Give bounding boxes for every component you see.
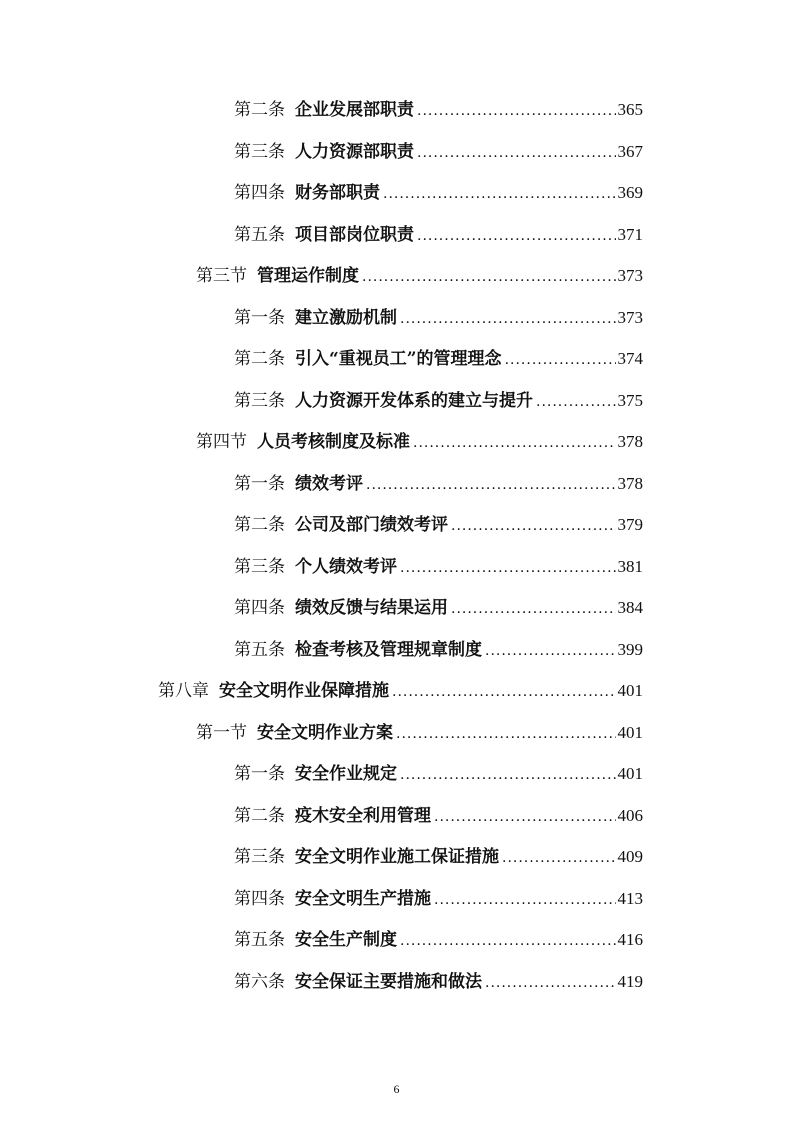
toc-entry[interactable] bbox=[234, 346, 643, 372]
toc-dot-leader bbox=[536, 389, 616, 415]
toc-entry[interactable] bbox=[234, 803, 643, 829]
toc-entry-label: 第三节 bbox=[196, 266, 247, 286]
toc-entry[interactable] bbox=[234, 554, 643, 580]
toc-entry-page: 369 bbox=[617, 183, 643, 202]
toc-entry[interactable] bbox=[234, 637, 643, 663]
toc-dot-leader bbox=[392, 679, 616, 705]
toc-entry-label: 第一节 bbox=[196, 723, 247, 743]
toc-entry-label: 第一条 bbox=[234, 308, 285, 328]
toc-entry-label: 第四条 bbox=[234, 183, 285, 203]
toc-entry-label: 第八章 bbox=[158, 681, 209, 701]
toc-entry-label: 第三条 bbox=[234, 847, 285, 867]
toc-entry-label: 第六条 bbox=[234, 972, 285, 992]
toc-entry-title: 安全文明作业施工保证措施 bbox=[295, 847, 499, 867]
toc-entry-title: 个人绩效考评 bbox=[295, 557, 397, 577]
toc-entry-title: 疫木安全利用管理 bbox=[295, 806, 431, 826]
toc-dot-leader bbox=[383, 181, 616, 207]
toc-entry-label: 第四条 bbox=[234, 598, 285, 618]
toc-entry-label: 第二条 bbox=[234, 515, 285, 535]
toc-entry[interactable] bbox=[234, 471, 643, 497]
toc-entry-page: 399 bbox=[617, 640, 643, 659]
toc-entry-page: 379 bbox=[617, 515, 643, 534]
toc-entry-title: 人员考核制度及标准 bbox=[257, 432, 410, 452]
toc-dot-leader bbox=[400, 555, 616, 581]
toc-entry-label: 第四条 bbox=[234, 889, 285, 909]
toc-entry-label: 第一条 bbox=[234, 474, 285, 494]
toc-entry[interactable] bbox=[234, 969, 643, 995]
toc-dot-leader bbox=[396, 721, 616, 747]
toc-entry-label: 第一条 bbox=[234, 764, 285, 784]
toc-entry-page: 367 bbox=[617, 142, 643, 161]
toc-entry-page: 374 bbox=[617, 349, 643, 368]
toc-entry[interactable] bbox=[234, 222, 643, 248]
toc-entry[interactable] bbox=[234, 512, 643, 538]
toc-entry-page: 381 bbox=[617, 557, 643, 576]
toc-entry[interactable] bbox=[158, 678, 643, 704]
toc-entry[interactable] bbox=[234, 139, 643, 165]
toc-entry-label: 第三条 bbox=[234, 142, 285, 162]
toc-entry-page: 406 bbox=[617, 806, 643, 825]
toc-entry-page: 401 bbox=[617, 764, 643, 783]
toc-entry-page: 409 bbox=[617, 847, 643, 866]
toc-entry[interactable] bbox=[234, 97, 643, 123]
toc-entry-page: 401 bbox=[617, 723, 643, 742]
toc-entry-page: 373 bbox=[617, 266, 643, 285]
toc-entry[interactable] bbox=[234, 886, 643, 912]
toc-entry-label: 第二条 bbox=[234, 100, 285, 120]
toc-entry[interactable] bbox=[234, 927, 643, 953]
toc-dot-leader bbox=[417, 140, 616, 166]
toc-entry-label: 第五条 bbox=[234, 225, 285, 245]
toc-entry-label: 第五条 bbox=[234, 640, 285, 660]
toc-entry-label: 第五条 bbox=[234, 930, 285, 950]
toc-dot-leader bbox=[502, 845, 616, 871]
toc-entry-page: 365 bbox=[617, 100, 643, 119]
toc-entry-title: 安全作业规定 bbox=[295, 764, 397, 784]
toc-entry-page: 401 bbox=[617, 681, 643, 700]
toc-dot-leader bbox=[400, 762, 616, 788]
toc-dot-leader bbox=[413, 430, 616, 456]
toc-dot-leader bbox=[451, 513, 616, 539]
toc-entry-page: 378 bbox=[617, 474, 643, 493]
toc-dot-leader bbox=[400, 928, 616, 954]
toc-entry-page: 378 bbox=[617, 432, 643, 451]
toc-entry[interactable] bbox=[234, 305, 643, 331]
toc-entry[interactable] bbox=[234, 180, 643, 206]
toc-entry[interactable] bbox=[196, 720, 643, 746]
toc-dot-leader bbox=[451, 596, 616, 622]
toc-entry-label: 第三条 bbox=[234, 391, 285, 411]
toc-entry-title: 项目部岗位职责 bbox=[295, 225, 414, 245]
toc-entry-label: 第三条 bbox=[234, 557, 285, 577]
toc-entry-label: 第二条 bbox=[234, 349, 285, 369]
toc-entry[interactable] bbox=[234, 595, 643, 621]
toc-dot-leader bbox=[485, 638, 616, 664]
toc-entry-page: 373 bbox=[617, 308, 643, 327]
toc-dot-leader bbox=[417, 98, 616, 124]
toc-entry-title: 安全文明作业保障措施 bbox=[219, 681, 389, 701]
toc-entry-title: 公司及部门绩效考评 bbox=[295, 515, 448, 535]
toc-entry[interactable] bbox=[196, 263, 643, 289]
toc-entry-page: 375 bbox=[617, 391, 643, 410]
toc-dot-leader bbox=[434, 887, 616, 913]
toc-entry-title: 绩效考评 bbox=[295, 474, 363, 494]
toc-entry-title: 企业发展部职责 bbox=[295, 100, 414, 120]
toc-entry-page: 413 bbox=[617, 889, 643, 908]
toc-dot-leader bbox=[417, 223, 616, 249]
toc-entry[interactable] bbox=[196, 429, 643, 455]
toc-entry[interactable] bbox=[234, 388, 643, 414]
toc-entry-page: 371 bbox=[617, 225, 643, 244]
toc-dot-leader bbox=[505, 347, 616, 373]
toc-dot-leader bbox=[400, 306, 616, 332]
toc-entry-title: 管理运作制度 bbox=[257, 266, 359, 286]
toc-entry-title: 安全文明作业方案 bbox=[257, 723, 393, 743]
toc-entry-title: 引入“重视员工”的管理理念 bbox=[295, 349, 502, 369]
toc-dot-leader bbox=[366, 472, 616, 498]
toc-entry[interactable] bbox=[234, 761, 643, 787]
toc-entry-page: 384 bbox=[617, 598, 643, 617]
toc-entry-title: 绩效反馈与结果运用 bbox=[295, 598, 448, 618]
page-number: 6 bbox=[393, 1082, 400, 1096]
toc-entry-title: 人力资源开发体系的建立与提升 bbox=[295, 391, 533, 411]
toc-dot-leader bbox=[362, 264, 616, 290]
toc-entry[interactable] bbox=[234, 844, 643, 870]
toc-dot-leader bbox=[485, 970, 616, 996]
toc-entry-label: 第四节 bbox=[196, 432, 247, 452]
toc-dot-leader bbox=[434, 804, 616, 830]
toc-entry-title: 建立激励机制 bbox=[295, 308, 397, 328]
toc-entry-title: 安全文明生产措施 bbox=[295, 889, 431, 909]
toc-entry-title: 人力资源部职责 bbox=[295, 142, 414, 162]
toc-entry-title: 安全生产制度 bbox=[295, 930, 397, 950]
toc-entry-page: 419 bbox=[617, 972, 643, 991]
toc-entry-label: 第二条 bbox=[234, 806, 285, 826]
toc-entry-page: 416 bbox=[617, 930, 643, 949]
toc-entry-title: 检查考核及管理规章制度 bbox=[295, 640, 482, 660]
toc-entry-title: 安全保证主要措施和做法 bbox=[295, 972, 482, 992]
toc-entry-title: 财务部职责 bbox=[295, 183, 380, 203]
